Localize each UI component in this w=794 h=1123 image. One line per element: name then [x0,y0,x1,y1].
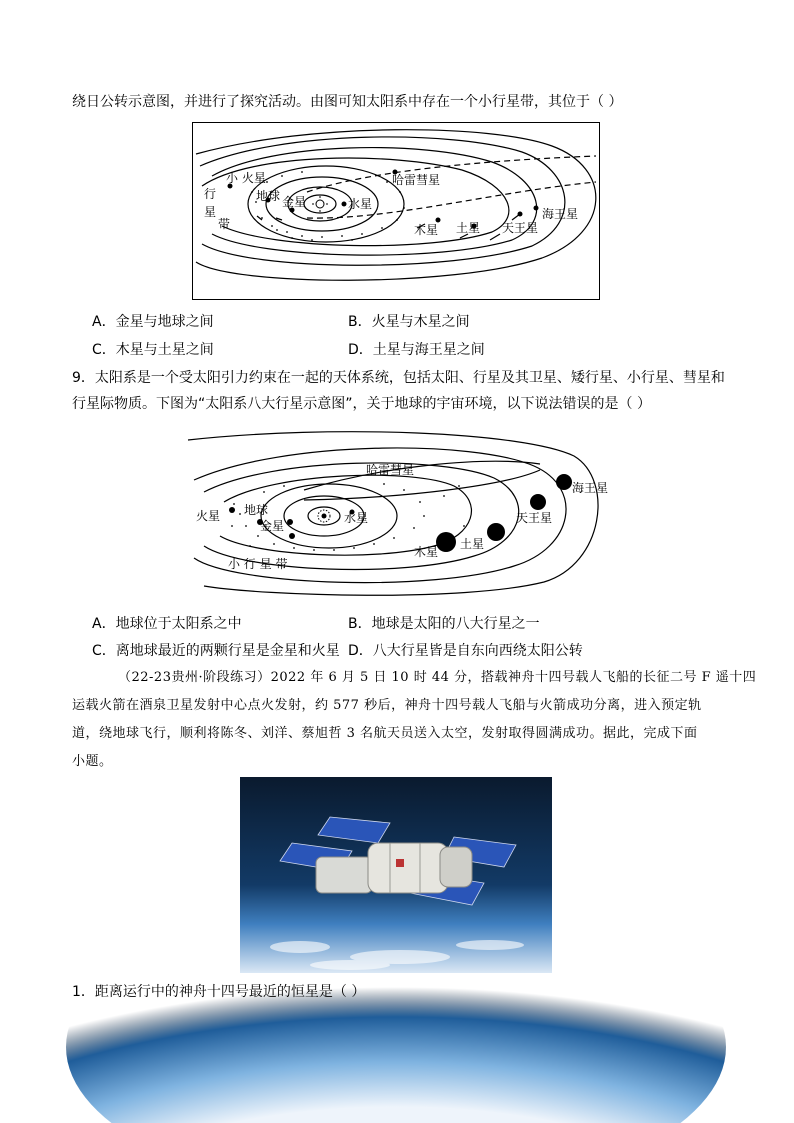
space-station-photo [240,777,552,973]
q8-figure [192,122,600,300]
q9-label-mars: 火星 [196,509,221,523]
q9-label-neptune: 海王星 [572,481,609,495]
passage-line-3: 道，绕地球飞行，顺利将陈冬、刘洋、蔡旭哲 3 名航天员送入太空，发射取得圆满成功。据此，完成下面 [72,726,698,741]
q9-label-saturn: 土星 [460,537,485,551]
q8-label-belt-1: 行 [204,187,217,201]
q8-label-earth: 地球 [256,189,281,203]
q9-label-belt: 小 行 星 带 [228,557,288,571]
q9-label-earth: 地球 [244,503,269,517]
q8-label-jupiter: 木星 [414,223,439,237]
sun-icon [318,510,330,522]
q9-option-d[interactable]: D．八大行星皆是自东向西绕太阳公转 [348,643,583,659]
q9-label-venus: 金星 [260,519,285,533]
q8-option-a[interactable]: A．金星与地球之间 [92,314,214,330]
q8-label-belt-3: 带 [218,217,231,231]
q9-option-a[interactable]: A．地球位于太阳系之中 [92,616,242,632]
passage-line-1: （22-23贵州·阶段练习）2022 年 6 月 5 日 10 时 44 分，搭载神舟十四号载人飞船的长征二号 F 遥十四 [118,670,757,685]
q9-option-b[interactable]: B．地球是太阳的八大行星之一 [348,616,540,632]
q8-label-uranus: 天王星 [502,221,539,235]
q9-label-mercury: 水星 [344,511,369,525]
solar-orbit-diagram-1 [192,122,600,300]
q9-label-halley: 哈雷彗星 [366,463,415,477]
q8-stem: 绕日公转示意图，并进行了探究活动。由图可知太阳系中存在一个小行星带，其位于（ ） [72,94,623,110]
q9-label-jupiter: 木星 [414,545,439,559]
space-station-image [240,777,552,973]
q8-label-halley: 哈雷彗星 [392,173,441,187]
q9-option-c[interactable]: C．离地球最近的两颗行星是金星和火星 [92,643,340,659]
q9-figure [184,426,609,598]
q8-option-c[interactable]: C．木星与土星之间 [92,342,214,358]
q8-option-d[interactable]: D．土星与海王星之间 [348,342,485,358]
q9-stem-line-2: 行星际物质。下图为“太阳系八大行星示意图”，关于地球的宇宙环境，以下说法错误的是（ ） [72,396,651,412]
q8-label-venus: 金星 [282,195,307,209]
q9-label-uranus: 天王星 [516,511,553,525]
solar-orbit-diagram-2 [184,426,609,598]
passage-line-2: 运载火箭在酒泉卫星发射中心点火发射，约 577 秒后，神舟十四号载人飞船与火箭成功分离，进入预定轨 [72,698,702,713]
q8-label-mars: 小 火星 [226,171,266,185]
q8-option-b[interactable]: B．火星与木星之间 [348,314,470,330]
q8-label-saturn: 土星 [456,221,481,235]
passage-line-4: 小题。 [72,754,113,769]
q1-stem: 1．距离运行中的神舟十四号最近的恒星是（ ） [72,984,366,1000]
q8-label-belt-2: 星 [204,205,217,219]
q8-label-mercury: 水星 [348,197,373,211]
q9-stem-line-1: 9．太阳系是一个受太阳引力约束在一起的天体系统，包括太阳、行星及其卫星、矮行星、小行星、彗星和 [72,370,725,386]
q8-label-neptune: 海王星 [542,207,579,221]
